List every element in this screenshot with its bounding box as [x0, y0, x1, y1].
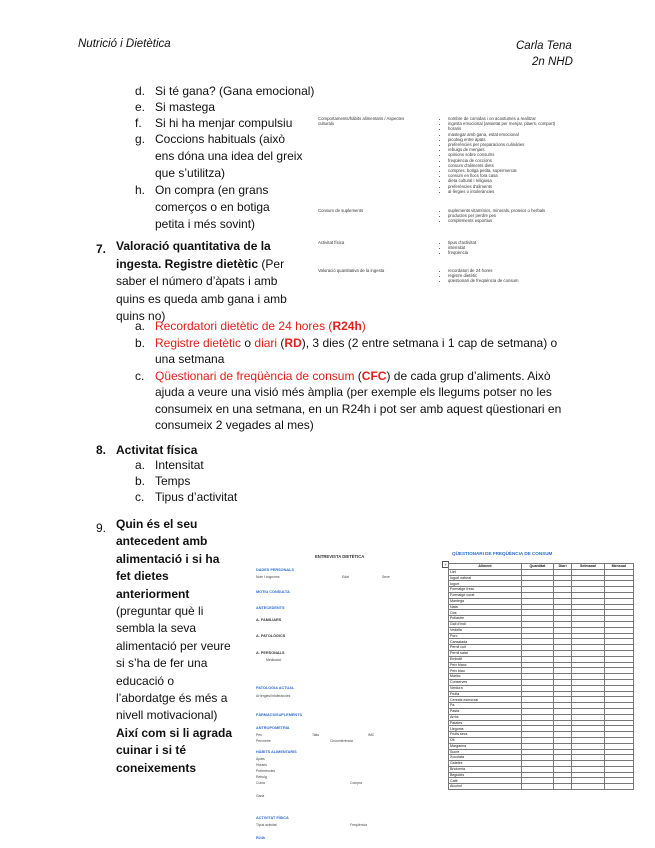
table-row: Conserves	[449, 679, 634, 685]
table-row: Margarina	[449, 743, 634, 749]
table-row-items: • recordatori de 24 hores • registre dietètic • qüestionari de freqüència de consum	[440, 268, 655, 284]
form-title: ENTREVISTA DIETÈTICA	[315, 554, 365, 559]
table-row-label: Valoració quantitativa de la ingesta	[318, 268, 385, 273]
section-8-list	[135, 458, 335, 505]
table-row: Mantega	[449, 598, 634, 604]
table-row: Brioixeria	[449, 766, 634, 772]
section-intro: (Per saber el número d’àpats i amb quins es queda amb gana i amb quins no)	[116, 256, 287, 323]
table-row: Oli	[449, 737, 634, 743]
list-item: b. Registre dietètic o diari (RD), 3 dies (2 entre setmana i 1 cap de setmana) o una setmana	[135, 335, 558, 366]
list-item: c. Qüestionari de freqüència de consum (CFC) de cada grup d’aliments. Això ajuda a veure una visió més àmplia (per exemple els llegums potser no les consumeix en una setmana, en un R24h i pot ser amb aquest qüestionari en consumeix 2 vegades al mes)	[135, 368, 562, 432]
table-row: Iogurt natural	[449, 575, 634, 581]
section-number: 9.	[96, 521, 107, 535]
table-row: Pernil cuit	[449, 645, 634, 651]
table-row: Peix blau	[449, 668, 634, 674]
expand-icon: +	[442, 561, 449, 568]
table-row: Fruits secs	[449, 732, 634, 738]
section-body: (preguntar què li sembla la seva alimentació per veure si s’ha de fer una educació o l’abordatge és més a nivell motivacional)	[116, 604, 231, 723]
list-item: a. Intensitat	[135, 458, 204, 472]
table-row: Cereals esmorzar	[449, 697, 634, 703]
form-section: R24h	[256, 836, 266, 840]
list-item: c. Tipus d’activitat	[135, 489, 238, 504]
section-closing: Així com si li agrada cuinar i si té coneixements	[116, 725, 233, 775]
section-number: 7.	[96, 242, 107, 256]
form-section: ANTECEDENTS	[256, 606, 285, 610]
cfc-questionnaire-thumbnail	[444, 551, 638, 843]
list-item: f. Si hi ha menjar compulsiu	[135, 115, 293, 130]
table-row: Vedella	[449, 627, 634, 633]
table-row-items: • nombre de comidas i on acostumes a realitzar • ingesta emocional (ansietat per menjar, plaers, comport) • horaris • mastegar amb gana, estat emocional • picoteig entre àpats • preferències per preparacions culinàries • rebuigs de menjars • opinions sobre consums • freqüència de coccions • consum d'aliments diets • compres, botiga petita, supermercat • consum en llocs fora casa • dieta cultural i religiosa • preferències d'aliments • al·lèrgies o intoleràncies	[440, 116, 655, 194]
cfc-table: Aliment Quantitat Diari Setmanal Mensual Llet Iogurt natural Iogurt Formatge fresc Formatge curat Mantega Nata Ous Pollastre Gall d'indi Vedella Porc Cansalada Pernil cuit Pernil salat Embotit Peix blanc Peix blau Marisc Conserves Verdura Fruita Cereals esmorzar Pa Pasta Arròs Patates Llegums Fruits secs Oli Margarina Sucre Xocolata Galetes Brioixeria Begudes Cafè Alcohol	[448, 563, 634, 790]
list-item: e. Si mastega	[135, 99, 216, 114]
table-row-label: Consum de suplements	[318, 208, 364, 213]
section-title: Quin és el seu antecedent amb alimentació i si ha fet dietes anteriorment	[116, 517, 220, 601]
table-row: Formatge curat	[449, 592, 634, 598]
table-row: Porc	[449, 633, 634, 639]
list-item: d. Si té gana? (Gana emocional)	[135, 84, 315, 98]
table-row: Nata	[449, 604, 634, 610]
author-name: Carla Tena	[516, 40, 572, 52]
course-title: Nutrició i Dietètica	[78, 38, 171, 50]
table-row: Gall d'indi	[449, 621, 634, 627]
table-row: Arròs	[449, 714, 634, 720]
table-row: Fruita	[449, 691, 634, 697]
table-row-label: Activitat física	[318, 240, 345, 245]
table-row: Patates	[449, 720, 634, 726]
table-row: Llet	[449, 569, 634, 575]
table-row: Ous	[449, 610, 634, 616]
list-item: h. On compra (en grans comerços o en botiga petita i més sovint)	[135, 183, 270, 232]
table-row-items: • tipus d'activitat • intensitat • freqüència	[440, 240, 655, 256]
form-section: ACTIVITAT FÍSICA	[256, 816, 289, 820]
table-row: Embotit	[449, 656, 634, 662]
form-section: FÀRMACS/SUPLEMENTS	[256, 713, 302, 717]
cfc-title: QÜESTIONARI DE FREQÜÈNCIA DE CONSUM	[452, 551, 553, 556]
table-row: Cafè	[449, 778, 634, 784]
form-section: PATOLOGIA ACTUAL	[256, 686, 295, 690]
form-section: A. PATOLÒGICS	[256, 634, 286, 638]
section-7-list	[135, 318, 575, 434]
table-row: Pollastre	[449, 616, 634, 622]
table-row: Galetes	[449, 761, 634, 767]
table-row: Pa	[449, 703, 634, 709]
table-row: Llegums	[449, 726, 634, 732]
author-course: 2n NHD	[532, 56, 573, 68]
form-section: A. FAMILIARS	[256, 618, 282, 622]
table-row: Pasta	[449, 708, 634, 714]
table-row-items: • suplements vitamínics, minerals, proteics o herbals • productes per perdre pes • complements esportius	[440, 208, 655, 224]
form-section: ANTROPOMETRIA	[256, 726, 290, 730]
section-9	[116, 516, 234, 777]
table-row: Begudes	[449, 772, 634, 778]
top-list	[135, 84, 315, 233]
list-item: a. Recordatori dietètic de 24 hores (R24h)	[135, 319, 366, 333]
table-row: Formatge fresc	[449, 587, 634, 593]
table-row: Cansalada	[449, 639, 634, 645]
table-row: Alcohol	[449, 784, 634, 790]
form-section: MOTIU CONSULTA	[256, 590, 290, 594]
habits-table-thumbnail	[318, 116, 648, 296]
table-row: Iogurt	[449, 581, 634, 587]
diet-interview-form-thumbnail: ENTREVISTA DIETÈTICA DADES PERSONALS Nom i cognoms Edat Sexe MOTIU CONSULTA ANTECEDENTS A. FAMILIARS A. PATOLÒGICS A. PERSONALS Medicació PATOLOGIA ACTUAL Al·lèrgies/Intoleràncies FÀRMACS/SUPLEMENTS ANTROPOMETRIA Pes Talla IMC Perímetre Circumferència HÀBITS ALIMENTARIS Àpats Horaris Preferències Rebuig Cuina Compra Gana ACTIVITAT FÍSICA Tipus activitat Freqüència R24h	[256, 554, 390, 840]
table-row: Pernil salat	[449, 650, 634, 656]
list-item: b. Temps	[135, 473, 191, 488]
form-section: HÀBITS ALIMENTARIS	[256, 750, 297, 754]
author-block	[516, 38, 573, 70]
table-row: Marisc	[449, 674, 634, 680]
section-7	[116, 238, 292, 326]
form-section: DADES PERSONALS	[256, 568, 294, 572]
form-section: A. PERSONALS	[256, 651, 285, 655]
table-row: Xocolata	[449, 755, 634, 761]
list-item: g. Coccions habituals (això ens dóna una idea del greix que s’utilitza)	[135, 132, 303, 181]
section-title: Valoració quantitativa de la ingesta. Registre dietètic	[116, 239, 271, 271]
table-row: Peix blanc	[449, 662, 634, 668]
table-row: Sucre	[449, 749, 634, 755]
table-row: Verdura	[449, 685, 634, 691]
section-title: Activitat física	[116, 443, 198, 457]
section-number: 8.	[96, 443, 107, 457]
table-row-label: Comportaments/hàbits alimentaris / Aspectes culturals	[318, 116, 405, 127]
